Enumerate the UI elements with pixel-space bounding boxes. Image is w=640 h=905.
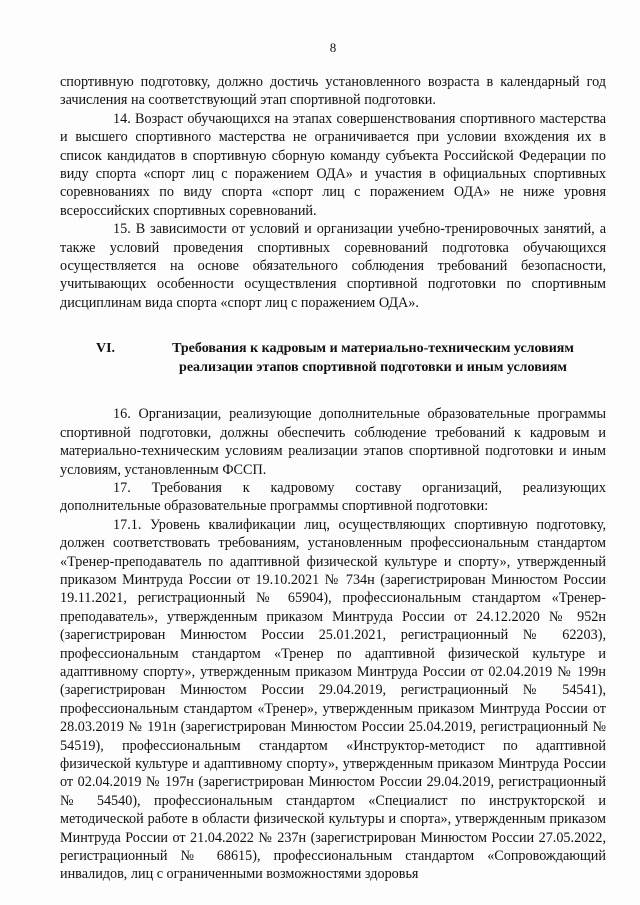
paragraph-15: 15. В зависимости от условий и организации учебно-тренировочных занятий, а также условий проведения спортивных соревнований подготовка обучающихся осуществляется на основе обязательного соблюдения требований безопасности, учитывающих особенности осуществления спортивной подготовки по спортивным дисциплинам вида спорта «спорт лиц с поражением ОДА». (60, 221, 606, 311)
paragraph-16: 16. Организации, реализующие дополнительные образовательные программы спортивной подготовки, должны обеспечить соблюдение требований к кадровым и материально-техническим условиям реализации этапов спортивной подготовки и иным условиям, установленным ФССП. (60, 406, 606, 478)
section-number: VI. (96, 341, 116, 357)
paragraph-17-1: 17.1. Уровень квалификации лиц, осуществляющих спортивную подготовку, должен соответствовать требованиям, установленным профессиональным стандартом «Тренер-преподаватель по адаптивной физической культуре и спорту», утвержденный приказом Минтруда России от 19.10.2021 № 734н (зарегистрирован Минюстом России 19.11.2021, регистрационный № 65904), профессиональным стандартом «Тренер-преподаватель», утвержденным приказом Минтруда России от 24.12.2020 № 952н (зарегистрирован Минюстом России 25.01.2021, регистрационный № 62203), профессиональным стандартом «Тренер по адаптивной физической культуре и адаптивному спорту», утвержденным приказом Минтруда России от 02.04.2019 № 199н (зарегистрирован Минюстом России 29.04.2019, регистрационный № 54541), профессиональным стандартом «Тренер», утвержденным приказом Минтруда России от 28.03.2019 № 191н (зарегистрирован Минюстом России 25.04.2019, регистрационный № 54519), профессиональным стандартом «Инструктор-методист по адаптивной физической культуре и адаптивному спорту», утвержденным приказом Минтруда России от 02.04.2019 № 197н (зарегистрирован Минюстом России 29.04.2019, регистрационный № 54540), профессиональным стандартом «Специалист по инструкторской и методической работе в области физической культуры и спорта», утвержденным приказом Минтруда России от 21.04.2022 № 237н (зарегистрирован Минюстом России 27.05.2022, регистрационный № 68615), профессиональным стандартом «Сопровождающий инвалидов, лиц с ограниченными возможностями здоровья (60, 516, 606, 883)
section-title-line-1: Требования к кадровым и материально-техническим условиям (172, 341, 574, 357)
section-heading (60, 340, 606, 377)
paragraph-14: 14. Возраст обучающихся на этапах совершенствования спортивного мастерства и высшего спортивного мастерства не ограничивается при условии вхождения их в список кандидатов в спортивную сборную команду субъекта Российской Федерации по виду спорта «спорт лиц с поражением ОДА» и участия в официальных спортивных соревнованиях по виду спорта «спорт лиц с поражением ОДА» не ниже уровня всероссийских спортивных соревнований. (60, 110, 606, 219)
paragraph-continued: спортивную подготовку, должно достичь установленного возраста в календарный год зачисления на соответствующий этап спортивной подготовки. (60, 74, 606, 109)
section-title-line-2: реализации этапов спортивной подготовки и иным условиям (179, 359, 567, 375)
page-number: 8 (329, 40, 337, 55)
section-title (140, 340, 606, 377)
paragraph-17: 17. Требования к кадровому составу организаций, реализующих дополнительные образовательные программы спортивной подготовки: (60, 479, 606, 515)
